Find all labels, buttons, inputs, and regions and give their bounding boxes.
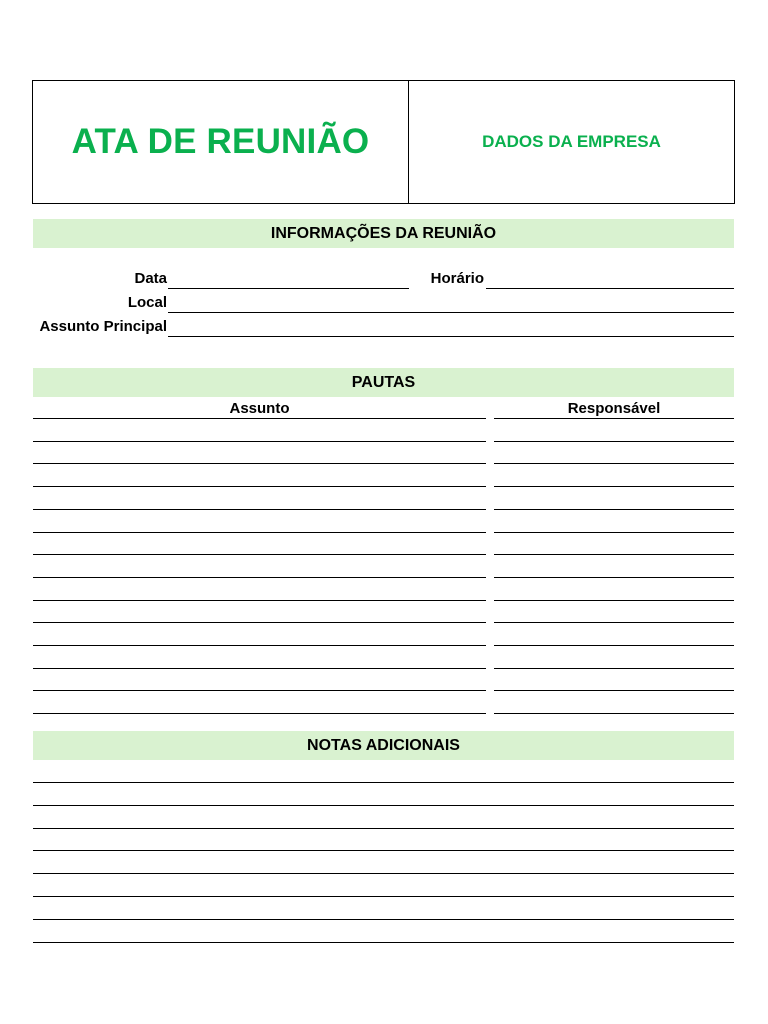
place-label: Local [127,294,167,311]
notes-line[interactable] [33,896,734,897]
agenda-subject-column-header: Assunto [229,400,290,417]
document-header [32,80,735,204]
notes-line[interactable] [33,942,734,943]
date-label: Data [134,270,167,287]
agenda-subject-line[interactable] [33,668,486,669]
date-field[interactable] [168,288,409,289]
agenda-subject-line[interactable] [33,713,486,714]
agenda-subject-line[interactable] [33,532,486,533]
agenda-responsible-line[interactable] [494,554,734,555]
agenda-subject-line[interactable] [33,509,486,510]
agenda-responsible-line[interactable] [494,713,734,714]
notes-line[interactable] [33,805,734,806]
agenda-subject-line[interactable] [33,690,486,691]
page-title: ATA DE REUNIÃO [71,122,370,161]
subject-label: Assunto Principal [39,318,167,335]
agenda-subject-line[interactable] [33,441,486,442]
agenda-responsible-line[interactable] [494,509,734,510]
company-cell [409,81,734,203]
agenda-responsible-column-header: Responsável [567,400,661,417]
company-data-placeholder[interactable]: DADOS DA EMPRESA [482,132,661,151]
agenda-responsible-line[interactable] [494,622,734,623]
place-field[interactable] [168,312,734,313]
notes-line[interactable] [33,919,734,920]
agenda-responsible-line[interactable] [494,486,734,487]
notes-section-heading: NOTAS ADICIONAIS [33,731,734,760]
agenda-responsible-line[interactable] [494,441,734,442]
agenda-subject-line[interactable] [33,622,486,623]
agenda-subject-line[interactable] [33,463,486,464]
notes-line[interactable] [33,873,734,874]
agenda-subject-line[interactable] [33,600,486,601]
agenda-responsible-line[interactable] [494,577,734,578]
agenda-responsible-line[interactable] [494,532,734,533]
agenda-responsible-line[interactable] [494,600,734,601]
notes-line[interactable] [33,850,734,851]
subject-field[interactable] [168,336,734,337]
agenda-section-heading: PAUTAS [33,368,734,397]
agenda-responsible-line[interactable] [494,463,734,464]
info-section-heading: INFORMAÇÕES DA REUNIÃO [33,219,734,248]
time-label: Horário [430,270,484,287]
agenda-responsible-line[interactable] [494,418,734,419]
agenda-subject-line[interactable] [33,645,486,646]
agenda-subject-line[interactable] [33,418,486,419]
agenda-subject-line[interactable] [33,577,486,578]
time-field[interactable] [486,288,734,289]
agenda-subject-line[interactable] [33,486,486,487]
title-cell [33,81,409,203]
notes-line[interactable] [33,782,734,783]
agenda-responsible-line[interactable] [494,645,734,646]
notes-line[interactable] [33,828,734,829]
agenda-responsible-line[interactable] [494,690,734,691]
agenda-responsible-line[interactable] [494,668,734,669]
agenda-subject-line[interactable] [33,554,486,555]
